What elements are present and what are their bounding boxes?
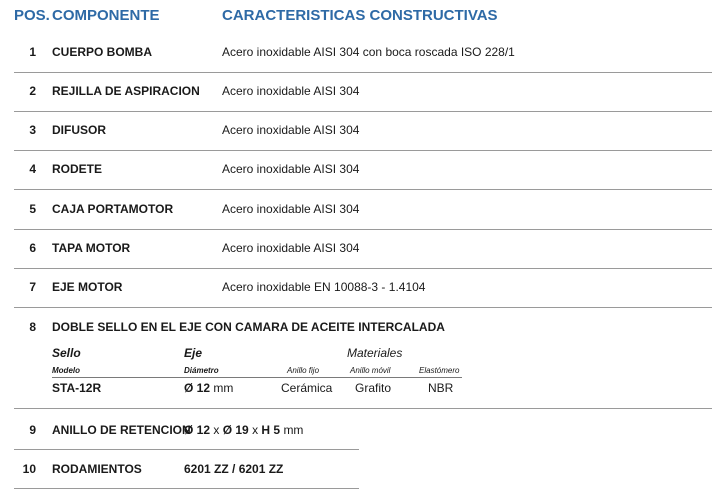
retention-ring-value	[184, 423, 303, 437]
row-name: REJILLA DE ASPIRACION	[52, 84, 200, 98]
seal-sub-anillo-fijo: Anillo fijo	[287, 366, 320, 375]
seal-anillo-fijo-value: Cerámica	[281, 381, 333, 395]
header-pos: POS.	[14, 7, 50, 24]
seal-elastomero-value: NBR	[428, 381, 454, 395]
row-divider	[14, 189, 712, 190]
row-desc: Acero inoxidable AISI 304	[222, 241, 360, 255]
seal-sub-divider	[52, 377, 462, 378]
row-pos: 2	[29, 84, 36, 98]
seal-sub-diametro: Diámetro	[184, 366, 219, 375]
row-pos: 4	[29, 162, 36, 176]
row-name: TAPA MOTOR	[52, 241, 131, 255]
seal-pos: 8	[29, 320, 36, 334]
row-divider	[14, 449, 359, 450]
row-pos: 3	[29, 123, 36, 137]
seal-modelo-value: STA-12R	[52, 381, 102, 395]
row-divider	[14, 229, 712, 230]
row-name: CAJA PORTAMOTOR	[52, 202, 174, 216]
row-name: CUERPO BOMBA	[52, 45, 153, 59]
seal-sub-anillo-movil: Anillo móvil	[350, 366, 391, 375]
retention-x1: x	[213, 423, 220, 437]
seal-anillo-movil-value: Grafito	[355, 381, 392, 395]
row-desc: Acero inoxidable AISI 304	[222, 202, 360, 216]
row-desc: Acero inoxidable AISI 304	[222, 162, 360, 176]
row-desc: Acero inoxidable AISI 304 con boca roscada ISO 228/1	[222, 45, 515, 59]
header-caracteristicas: CARACTERISTICAS CONSTRUCTIVAS	[222, 7, 498, 24]
seal-label-materiales: Materiales	[347, 346, 403, 360]
header-componente: COMPONENTE	[52, 7, 160, 24]
seal-label-eje: Eje	[184, 346, 203, 360]
bearings-value: 6201 ZZ / 6201 ZZ	[184, 462, 284, 476]
row-name: DIFUSOR	[52, 123, 106, 137]
row-name: RODETE	[52, 162, 103, 176]
retention-d1: Ø 12	[184, 423, 211, 437]
seal-diametro-value	[184, 381, 233, 395]
retention-h: H 5	[261, 423, 281, 437]
row-pos: 6	[29, 241, 36, 255]
row-divider	[14, 307, 712, 308]
row-name: RODAMIENTOS	[52, 462, 142, 476]
seal-sub-modelo: Modelo	[52, 366, 80, 375]
seal-title: DOBLE SELLO EN EL EJE CON CAMARA DE ACEITE INTERCALADA	[52, 320, 445, 334]
row-desc: Acero inoxidable EN 10088-3 - 1.4104	[222, 280, 426, 294]
seal-diametro-unit: mm	[213, 381, 234, 395]
row-divider	[14, 488, 359, 489]
retention-unit: mm	[283, 423, 304, 437]
row-divider	[14, 72, 712, 73]
retention-d2: Ø 19	[222, 423, 249, 437]
row-desc: Acero inoxidable AISI 304	[222, 84, 360, 98]
seal-diametro-number: Ø 12	[184, 381, 211, 395]
row-pos: 5	[29, 202, 36, 216]
row-desc: Acero inoxidable AISI 304	[222, 123, 360, 137]
row-pos: 10	[22, 462, 36, 476]
row-pos: 1	[29, 45, 36, 59]
row-divider	[14, 408, 712, 409]
seal-label-sello: Sello	[52, 346, 81, 360]
row-pos: 9	[29, 423, 36, 437]
row-divider	[14, 111, 712, 112]
seal-sub-elastomero: Elastómero	[419, 366, 460, 375]
retention-x2: x	[252, 423, 259, 437]
row-name: ANILLO DE RETENCION	[52, 423, 191, 437]
row-pos: 7	[29, 280, 36, 294]
row-divider	[14, 268, 712, 269]
row-name: EJE MOTOR	[52, 280, 123, 294]
row-divider	[14, 150, 712, 151]
